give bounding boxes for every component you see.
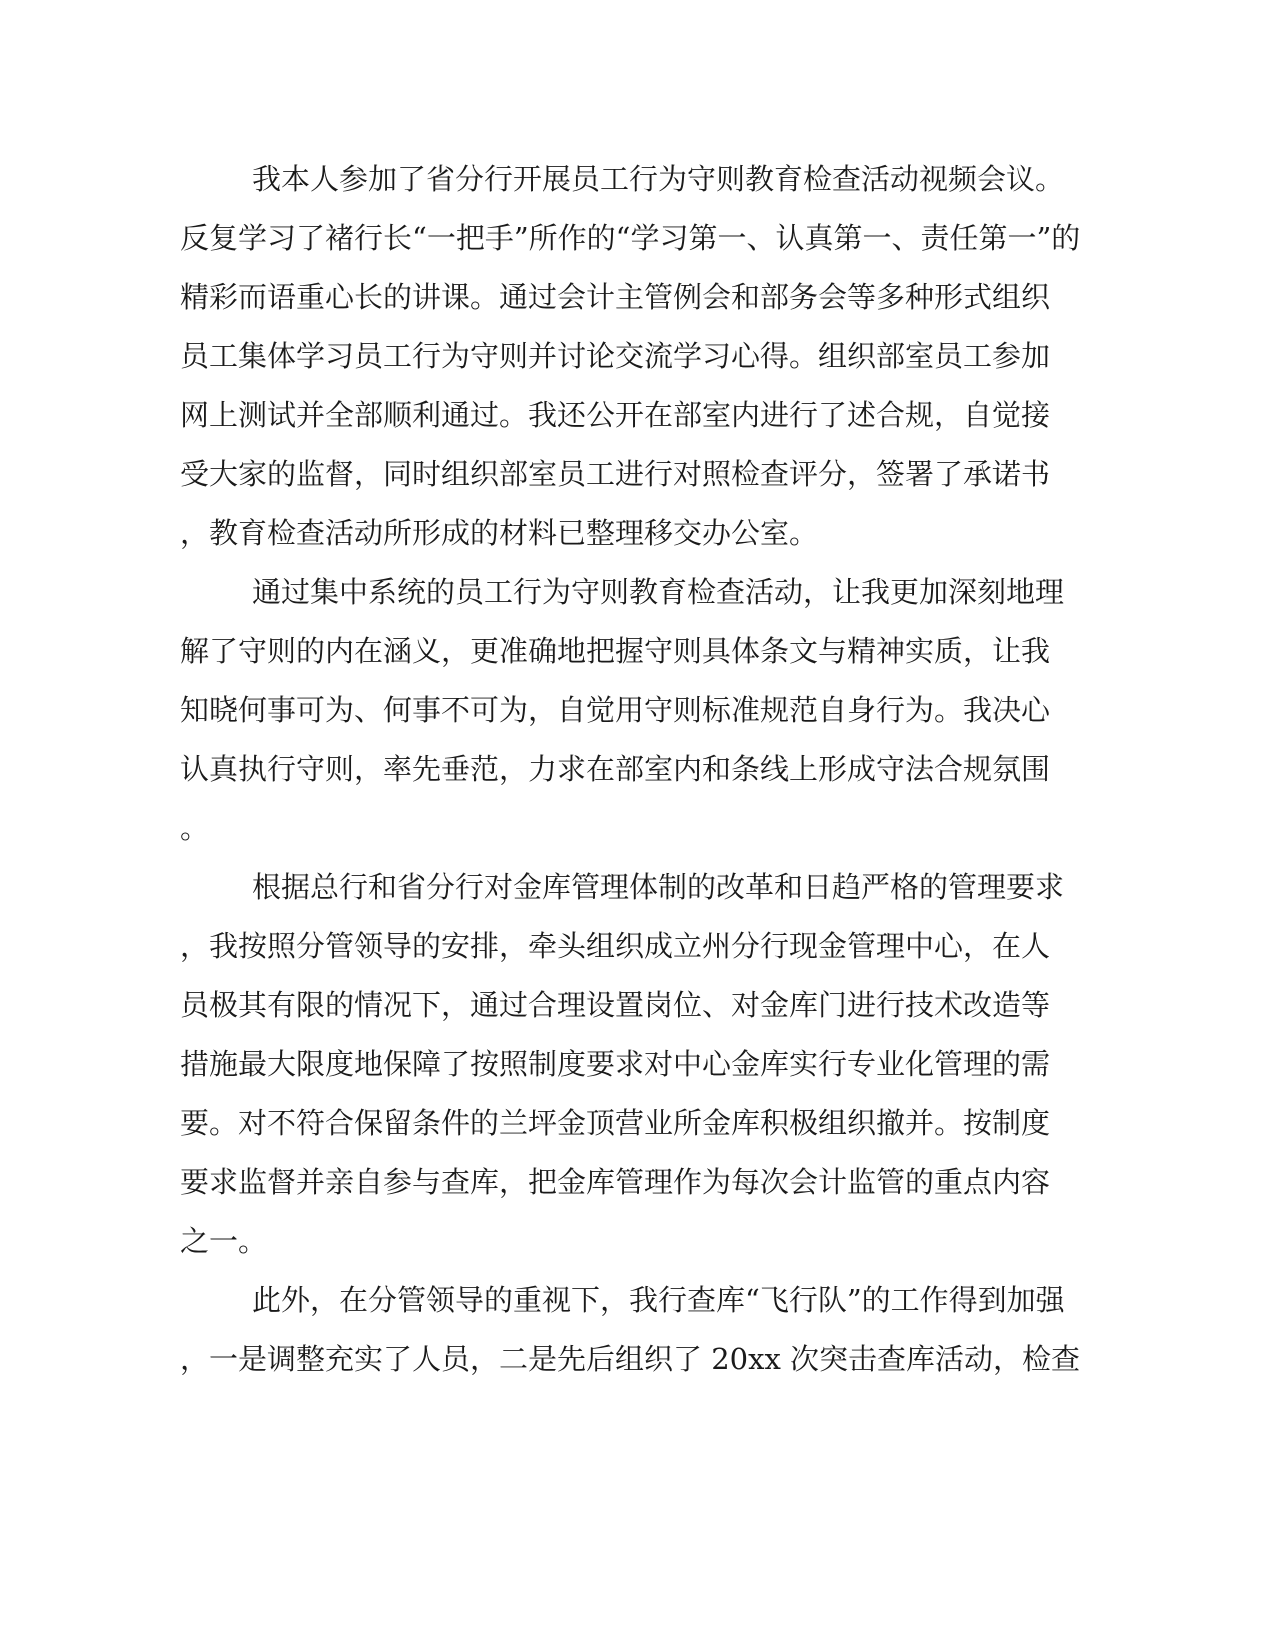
paragraph-line: 员工集体学习员工行为守则并讨论交流学习心得。组织部室员工参加 bbox=[180, 339, 1051, 373]
paragraph-2 bbox=[180, 563, 1065, 858]
paragraph-4 bbox=[180, 1271, 1081, 1389]
paragraph-line: ，一是调整充实了人员，二是先后组织了 20xx 次突击查库活动，检查 bbox=[180, 1342, 1081, 1376]
paragraph-line: 根据总行和省分行对金库管理体制的改革和日趋严格的管理要求 bbox=[252, 870, 1065, 904]
document-body bbox=[180, 150, 1081, 1389]
paragraph-line: 通过集中系统的员工行为守则教育检查活动，让我更加深刻地理 bbox=[252, 575, 1065, 609]
paragraph-line: 要求监督并亲自参与查库，把金库管理作为每次会计监管的重点内容 bbox=[180, 1165, 1051, 1199]
paragraph-line: 我本人参加了省分行开展员工行为守则教育检查活动视频会议。 bbox=[252, 162, 1065, 196]
paragraph-line: 认真执行守则，率先垂范，力求在部室内和条线上形成守法合规氛围 bbox=[180, 752, 1051, 786]
paragraph-line: 。 bbox=[180, 811, 210, 845]
paragraph-line: 解了守则的内在涵义，更准确地把握守则具体条文与精神实质，让我 bbox=[180, 634, 1051, 668]
paragraph-line: 受大家的监督，同时组织部室员工进行对照检查评分，签署了承诺书 bbox=[180, 457, 1051, 491]
paragraph-line: 此外，在分管领导的重视下，我行查库“飞行队”的工作得到加强 bbox=[252, 1283, 1065, 1317]
paragraph-line: ，我按照分管领导的安排，牵头组织成立州分行现金管理中心，在人 bbox=[180, 929, 1051, 963]
paragraph-line: 网上测试并全部顺利通过。我还公开在部室内进行了述合规，自觉接 bbox=[180, 398, 1051, 432]
paragraph-line: 员极其有限的情况下，通过合理设置岗位、对金库门进行技术改造等 bbox=[180, 988, 1051, 1022]
paragraph-line: ，教育检查活动所形成的材料已整理移交办公室。 bbox=[180, 516, 819, 550]
paragraph-line: 之一。 bbox=[180, 1224, 268, 1258]
paragraph-line: 知晓何事可为、何事不可为，自觉用守则标准规范自身行为。我决心 bbox=[180, 693, 1051, 727]
paragraph-line: 要。对不符合保留条件的兰坪金顶营业所金库积极组织撤并。按制度 bbox=[180, 1106, 1051, 1140]
paragraph-3 bbox=[180, 858, 1065, 1271]
paragraph-line: 措施最大限度地保障了按照制度要求对中心金库实行专业化管理的需 bbox=[180, 1047, 1051, 1081]
paragraph-1 bbox=[180, 150, 1081, 563]
paragraph-line: 反复学习了褚行长“一把手”所作的“学习第一、认真第一、责任第一”的 bbox=[180, 221, 1081, 255]
paragraph-line: 精彩而语重心长的讲课。通过会计主管例会和部务会等多种形式组织 bbox=[180, 280, 1051, 314]
